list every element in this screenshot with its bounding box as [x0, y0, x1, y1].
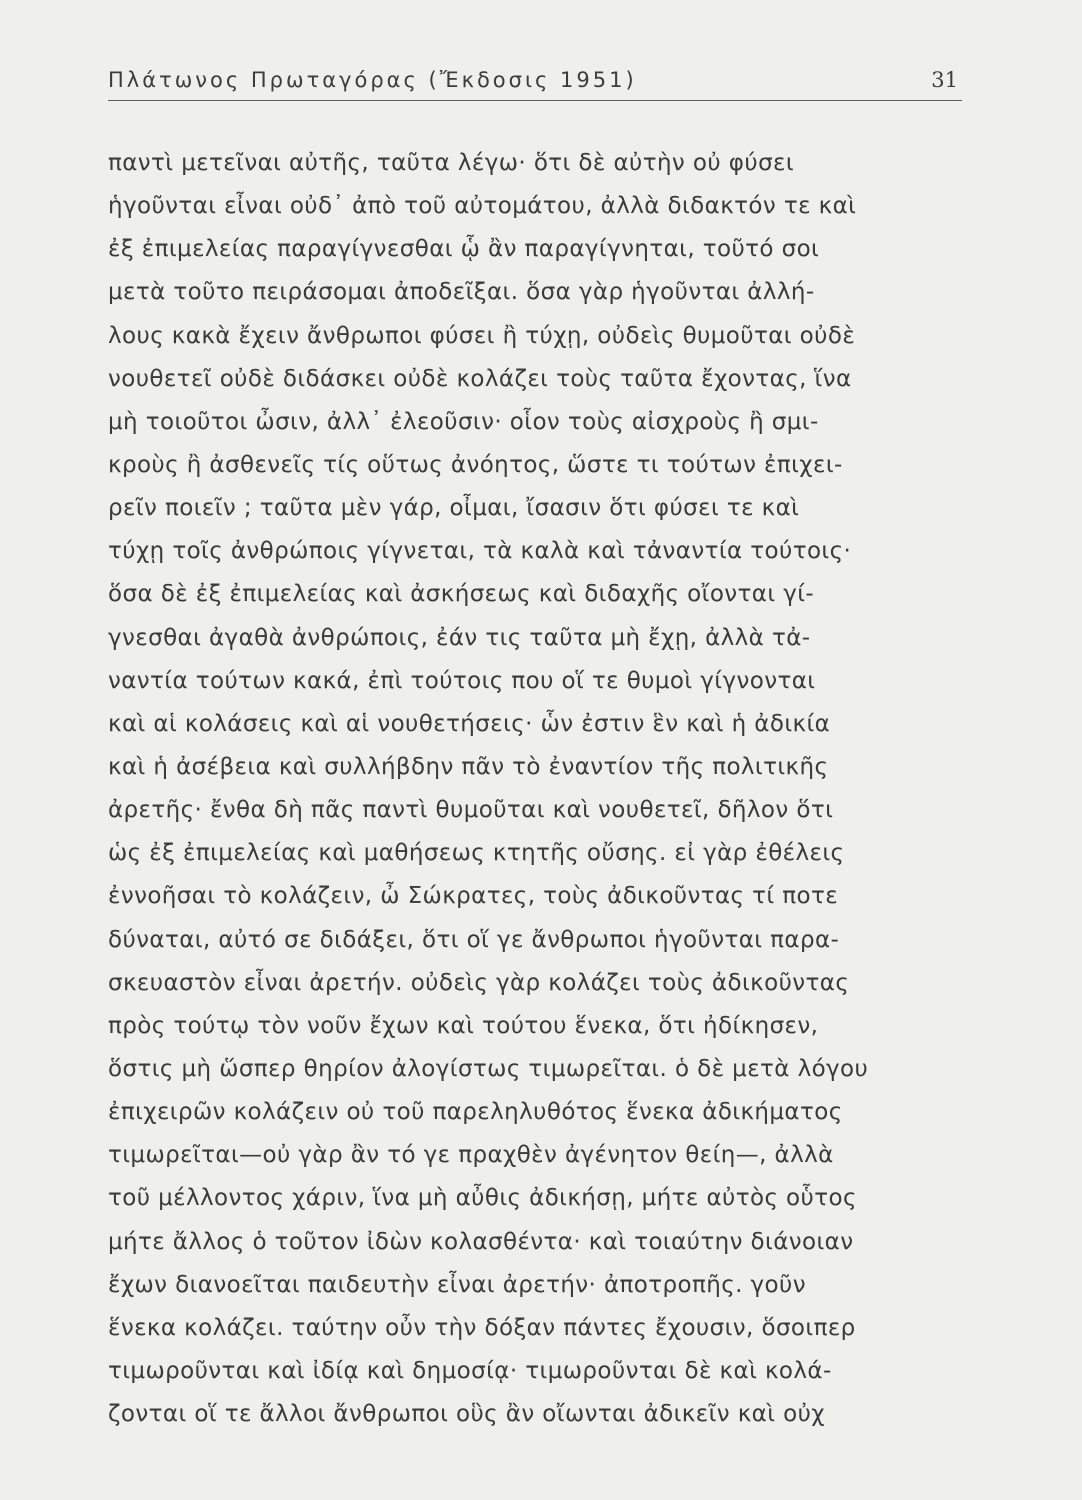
running-head: [108, 62, 962, 101]
text-line: ναντία τούτων κακά, ἐπὶ τούτοις που οἵ τε θυμοὶ γίγνονται: [108, 667, 816, 694]
text-line: ὅσα δὲ ἐξ ἐπιμελείας καὶ ἀσκήσεως καὶ διδαχῆς οἴονται γί-: [108, 581, 815, 608]
text-line: ἀρετῆς· ἔνθα δὴ πᾶς παντὶ θυμοῦται καὶ νουθετεῖ, δῆλον ὅτι: [108, 797, 834, 824]
text-line: ζονται οἵ τε ἄλλοι ἄνθρωποι οὓς ἂν οἴωνται ἀδικεῖν καὶ οὐχ: [108, 1401, 825, 1428]
text-line: ἡγοῦνται εἶναι οὐδ᾽ ἀπὸ τοῦ αὐτομάτου, ἀλλὰ διδακτόν τε καὶ: [108, 193, 857, 220]
text-line: ρεῖν ποιεῖν ; ταῦτα μὲν γάρ, οἶμαι, ἴσασιν ὅτι φύσει τε καὶ: [108, 495, 800, 522]
text-line: σκευαστὸν εἶναι ἀρετήν. οὐδεὶς γὰρ κολάζει τοὺς ἀδικοῦντας: [108, 969, 850, 996]
text-line: δύναται, αὐτό σε διδάξει, ὅτι οἵ γε ἄνθρωποι ἡγοῦνται παρα-: [108, 926, 840, 953]
text-line: ὡς ἐξ ἐπιμελείας καὶ μαθήσεως κτητῆς οὔσης. εἰ γὰρ ἐθέλεις: [108, 840, 845, 867]
text-line: μὴ τοιοῦτοι ὦσιν, ἀλλ᾽ ἐλεοῦσιν· οἷον τοὺς αἰσχροὺς ἢ σμι-: [108, 408, 819, 435]
text-line: μήτε ἄλλος ὁ τοῦτον ἰδὼν κολασθέντα· καὶ τοιαύτην διάνοιαν: [108, 1228, 854, 1255]
text-line: γνεσθαι ἀγαθὰ ἀνθρώποις, ἐάν τις ταῦτα μὴ ἔχῃ, ἀλλὰ τἀ-: [108, 624, 811, 651]
text-line: νουθετεῖ οὐδὲ διδάσκει οὐδὲ κολάζει τοὺς ταῦτα ἔχοντας, ἵνα: [108, 365, 852, 392]
text-line: ὅστις μὴ ὥσπερ θηρίον ἀλογίστως τιμωρεῖται. ὁ δὲ μετὰ λόγου: [108, 1055, 869, 1082]
body-text: [108, 142, 988, 1436]
text-line: τιμωρεῖται—οὐ γὰρ ἂν τό γε πραχθὲν ἀγένητον θείη—, ἀλλὰ: [108, 1142, 834, 1169]
text-line: τιμωροῦνται καὶ ἰδίᾳ καὶ δημοσίᾳ· τιμωροῦνται δὲ καὶ κολά-: [108, 1357, 832, 1384]
text-line: ἐξ ἐπιμελείας παραγίγνεσθαι ᾧ ἂν παραγίγνηται, τοῦτό σοι: [108, 236, 820, 263]
text-line: μετὰ τοῦτο πειράσομαι ἀποδεῖξαι. ὅσα γὰρ ἡγοῦνται ἀλλή-: [108, 279, 815, 306]
text-line: καὶ ἡ ἀσέβεια καὶ συλλήβδην πᾶν τὸ ἐναντίον τῆς πολιτικῆς: [108, 753, 829, 780]
running-head-title: Πλάτωνος Πρωταγόρας (Ἔκδοσις 1951): [108, 68, 637, 92]
text-line: τύχῃ τοῖς ἀνθρώποις γίγνεται, τὰ καλὰ καὶ τἀναντία τούτοις·: [108, 538, 852, 565]
text-line: ἔχων διανοεῖται παιδευτὴν εἶναι ἀρετήν· ἀποτροπῆς. γοῦν: [108, 1271, 806, 1298]
text-line: τοῦ μέλλοντος χάριν, ἵνα μὴ αὖθις ἀδικήσῃ, μήτε αὐτὸς οὗτος: [108, 1185, 857, 1212]
text-line: καὶ αἱ κολάσεις καὶ αἱ νουθετήσεις· ὧν ἐστιν ἓν καὶ ἡ ἀδικία: [108, 710, 831, 737]
text-line: πρὸς τούτῳ τὸν νοῦν ἔχων καὶ τούτου ἕνεκα, ὅτι ἠδίκησεν,: [108, 1012, 819, 1039]
text-line: λους κακὰ ἔχειν ἄνθρωποι φύσει ἢ τύχῃ, οὐδεὶς θυμοῦται οὐδὲ: [108, 322, 856, 349]
text-line: ἐπιχειρῶν κολάζειν οὐ τοῦ παρεληλυθότος ἕνεκα ἀδικήματος: [108, 1099, 843, 1126]
text-line: κροὺς ἢ ἀσθενεῖς τίς οὕτως ἀνόητος, ὥστε τι τούτων ἐπιχει-: [108, 451, 843, 478]
text-line: ἐννοῆσαι τὸ κολάζειν, ὦ Σώκρατες, τοὺς ἀδικοῦντας τί ποτε: [108, 883, 839, 910]
text-line: ἕνεκα κολάζει. ταύτην οὖν τὴν δόξαν πάντες ἔχουσιν, ὅσοιπερ: [108, 1314, 856, 1341]
page-number: 31: [931, 68, 958, 92]
text-line: παντὶ μετεῖναι αὐτῆς, ταῦτα λέγω· ὅτι δὲ αὐτὴν οὐ φύσει: [108, 150, 795, 176]
